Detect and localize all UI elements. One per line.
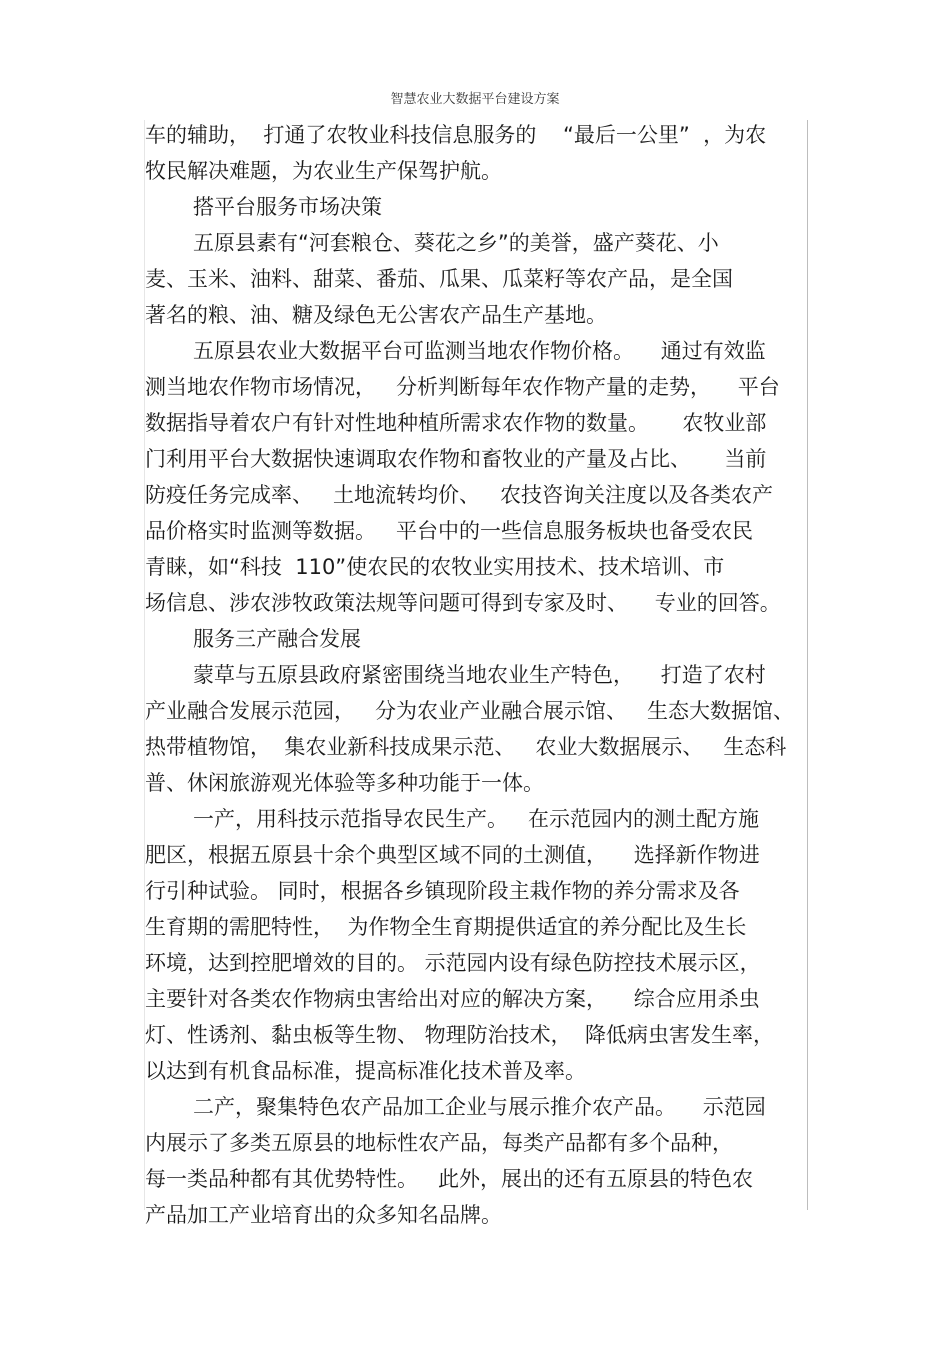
- text-line: 每一类品种都有其优势特性。 此外，展出的还有五原县的特色农: [145, 1167, 754, 1191]
- text-line: 场信息、涉农涉牧政策法规等问题可得到专家及时、 专业的回答。: [145, 591, 781, 615]
- text-line: 内展示了多类五原县的地标性农产品，每类产品都有多个品种，: [145, 1131, 733, 1155]
- text-line: 防疫任务完成率、 土地流转均价、 农技咨询关注度以及各类农产: [145, 483, 774, 507]
- section-heading: 搭平台服务市场决策: [193, 195, 382, 219]
- text-line: 青睐，如“科技 110”使农民的农牧业实用技术、技术培训、市: [145, 555, 725, 579]
- text-line: 肥区，根据五原县十余个典型区域不同的土测值， 选择新作物进: [145, 843, 760, 867]
- text-line: 灯、性诱剂、黏虫板等生物、 物理防治技术， 降低病虫害发生率，: [145, 1023, 775, 1047]
- text-line: 环境，达到控肥增效的目的。 示范园内设有绿色防控技术展示区，: [145, 951, 761, 975]
- text-line: 普、休闲旅游观光体验等多种功能于一体。: [145, 771, 544, 795]
- text-line: 主要针对各类农作物病虫害给出对应的解决方案， 综合应用杀虫: [145, 987, 760, 1011]
- text-line: 测当地农作物市场情况， 分析判断每年农作物产量的走势， 平台: [145, 375, 780, 399]
- text-line: 产品加工产业培育出的众多知名品牌。: [145, 1203, 502, 1227]
- text-line: 产业融合发展示范园， 分为农业产业融合展示馆、 生态大数据馆、: [145, 699, 795, 723]
- text-line: 品价格实时监测等数据。 平台中的一些信息服务板块也备受农民: [145, 519, 754, 543]
- text-line: 二产，聚集特色农产品加工企业与展示推介农产品。 示范园: [193, 1095, 766, 1119]
- text-line: 一产，用科技示范指导农民生产。 在示范园内的测土配方施: [193, 807, 760, 831]
- text-line: 数据指导着农户有针对性地种植所需求农作物的数量。 农牧业部: [145, 411, 767, 435]
- running-header: 智慧农业大数据平台建设方案: [390, 92, 560, 107]
- text-line: 门利用平台大数据快速调取农作物和畜牧业的产量及占比、 当前: [145, 447, 767, 471]
- text-line: 著名的粮、油、糖及绿色无公害农产品生产基地。: [145, 303, 607, 327]
- text-line: 五原县农业大数据平台可监测当地农作物价格。 通过有效监: [193, 339, 766, 363]
- text-line: 蒙草与五原县政府紧密围绕当地农业生产特色， 打造了农村: [193, 663, 766, 687]
- text-line: 生育期的需肥特性， 为作物全生育期提供适宜的养分配比及生长: [145, 915, 747, 939]
- section-heading: 服务三产融合发展: [193, 627, 361, 651]
- document-body: [144, 120, 808, 1227]
- text-line: 牧民解决难题，为农业生产保驾护航。: [145, 159, 502, 183]
- text-line: 五原县素有“河套粮仓、葵花之乡”的美誉，盛产葵花、小: [193, 231, 719, 255]
- text-line: 车的辅助， 打通了农牧业科技信息服务的 “最后一公里” ，为农: [145, 123, 767, 147]
- text-line: 以达到有机食品标准，提高标准化技术普及率。: [145, 1059, 586, 1083]
- text-line: 行引种试验。 同时，根据各乡镇现阶段主栽作物的养分需求及各: [145, 879, 740, 903]
- text-line: 麦、玉米、油料、甜菜、番茄、瓜果、瓜菜籽等农产品，是全国: [145, 267, 733, 291]
- text-line: 热带植物馆， 集农业新科技成果示范、 农业大数据展示、 生态科: [145, 735, 787, 759]
